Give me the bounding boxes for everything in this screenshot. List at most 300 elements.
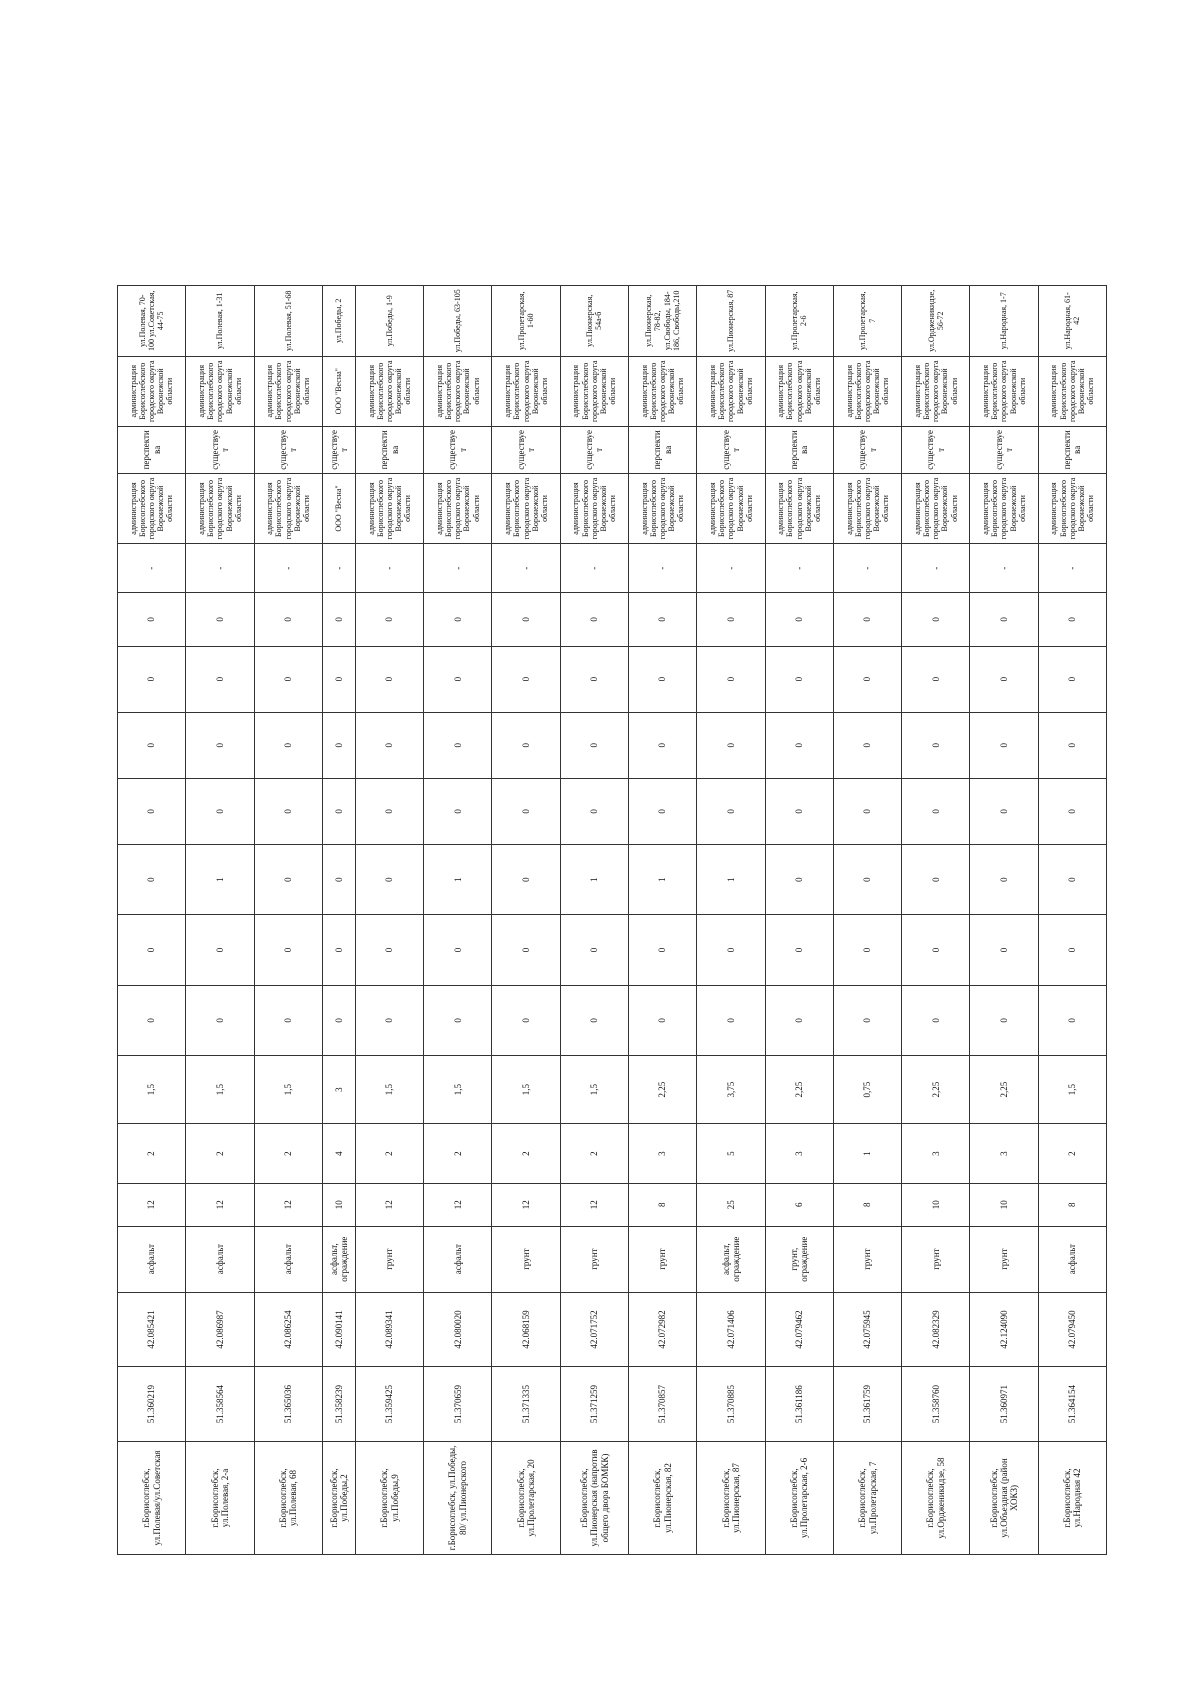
row-operator: администрация Борисоглебского городского округа Воронежской области <box>186 356 254 426</box>
row-count-5: 0 <box>424 712 492 778</box>
row-address: г.Борисоглебск, ул.Победы,9 <box>355 1441 423 1554</box>
row-count-2: 0 <box>254 915 322 985</box>
row-count-4: 0 <box>629 778 697 844</box>
row-surface: асфальт, ограждение <box>322 1226 355 1292</box>
row-operator: администрация Борисоглебского городского округа Воронежской области <box>765 356 833 426</box>
row-owner: администрация Борисоглебского городского округа Воронежской области <box>833 473 901 543</box>
row-area: 10 <box>902 1183 970 1226</box>
row-owner: администрация Борисоглебского городского округа Воронежской области <box>118 473 186 543</box>
row-container-count: 2 <box>118 1124 186 1184</box>
row-sources: ул.Полевая, 70-100 ул.Советская, 44-75 <box>118 286 186 357</box>
row-owner: администрация Борисоглебского городского округа Воронежской области <box>765 473 833 543</box>
row-operator: администрация Борисоглебского городского округа Воронежской области <box>254 356 322 426</box>
row-status: перспектива <box>118 426 186 473</box>
row-area: 12 <box>186 1183 254 1226</box>
row-sources: ул.Ордженикидзе, 56-72 <box>902 286 970 357</box>
row-owner: администрация Борисоглебского городского округа Воронежской области <box>629 473 697 543</box>
row-volume: 2,25 <box>902 1056 970 1124</box>
row-sources: ул.Народная, 61-42 <box>1038 286 1106 357</box>
row-operator: администрация Борисоглебского городского округа Воронежской области <box>1038 356 1106 426</box>
row-latitude: 51.360219 <box>118 1367 186 1442</box>
row-count-1: 0 <box>254 985 322 1055</box>
table-row <box>492 286 560 1555</box>
row-count-7: 0 <box>970 593 1038 646</box>
row-longitude: 42.080020 <box>424 1292 492 1367</box>
row-volume: 2,25 <box>629 1056 697 1124</box>
row-surface: асфальт, ограждение <box>697 1226 765 1292</box>
row-count-4: 0 <box>560 778 628 844</box>
row-operator: администрация Борисоглебского городского округа Воронежской области <box>833 356 901 426</box>
row-surface: грунт, ограждение <box>765 1226 833 1292</box>
table-row <box>254 286 322 1555</box>
row-count-3: 0 <box>492 844 560 914</box>
row-latitude: 51.371335 <box>492 1367 560 1442</box>
row-surface: грунт <box>629 1226 697 1292</box>
row-container-count: 2 <box>424 1124 492 1184</box>
row-sources: ул.Пролетарская, 1-60 <box>492 286 560 357</box>
row-area: 12 <box>118 1183 186 1226</box>
row-container-count: 2 <box>355 1124 423 1184</box>
row-longitude: 42.085421 <box>118 1292 186 1367</box>
row-status: перспектива <box>765 426 833 473</box>
row-container-count: 3 <box>970 1124 1038 1184</box>
table-row <box>355 286 423 1555</box>
table-row <box>322 286 355 1555</box>
row-volume: 2,25 <box>765 1056 833 1124</box>
row-container-count: 2 <box>492 1124 560 1184</box>
row-status: перспектива <box>355 426 423 473</box>
row-longitude: 42.075945 <box>833 1292 901 1367</box>
row-longitude: 42.090141 <box>322 1292 355 1367</box>
table-row <box>560 286 628 1555</box>
row-longitude: 42.124090 <box>970 1292 1038 1367</box>
row-operator: администрация Борисоглебского городского округа Воронежской области <box>970 356 1038 426</box>
row-dash: - <box>765 544 833 593</box>
row-count-3: 0 <box>970 844 1038 914</box>
row-count-1: 0 <box>765 985 833 1055</box>
row-address: г.Борисоглебск, ул.Победы, 80/ ул.Пионерского <box>424 1441 492 1554</box>
row-dash: - <box>833 544 901 593</box>
row-count-6: 0 <box>560 646 628 712</box>
row-count-6: 0 <box>254 646 322 712</box>
row-longitude: 42.071406 <box>697 1292 765 1367</box>
row-count-3: 0 <box>1038 844 1106 914</box>
row-count-5: 0 <box>629 712 697 778</box>
row-count-7: 0 <box>322 593 355 646</box>
row-surface: грунт <box>355 1226 423 1292</box>
row-area: 12 <box>355 1183 423 1226</box>
row-count-7: 0 <box>1038 593 1106 646</box>
row-surface: асфальт <box>186 1226 254 1292</box>
row-owner: администрация Борисоглебского городского округа Воронежской области <box>254 473 322 543</box>
row-longitude: 42.068159 <box>492 1292 560 1367</box>
row-status: существует <box>833 426 901 473</box>
table-row <box>902 286 970 1555</box>
row-status: существует <box>254 426 322 473</box>
row-count-6: 0 <box>1038 646 1106 712</box>
row-operator: администрация Борисоглебского городского округа Воронежской области <box>424 356 492 426</box>
row-dash: - <box>697 544 765 593</box>
row-surface: грунт <box>833 1226 901 1292</box>
table-row <box>629 286 697 1555</box>
row-count-7: 0 <box>765 593 833 646</box>
row-volume: 1,5 <box>560 1056 628 1124</box>
row-volume: 1,5 <box>118 1056 186 1124</box>
row-status: существует <box>560 426 628 473</box>
row-address: г.Борисоглебск, ул.Народная 42 <box>1038 1441 1106 1554</box>
row-count-1: 0 <box>1038 985 1106 1055</box>
row-status: существует <box>322 426 355 473</box>
row-latitude: 51.361759 <box>833 1367 901 1442</box>
table-row <box>697 286 765 1555</box>
row-area: 8 <box>833 1183 901 1226</box>
row-surface: грунт <box>560 1226 628 1292</box>
row-latitude: 51.371259 <box>560 1367 628 1442</box>
row-count-6: 0 <box>186 646 254 712</box>
row-address: г.Борисоглебск, ул.Пионерская, 87 <box>697 1441 765 1554</box>
table-row <box>765 286 833 1555</box>
row-count-4: 0 <box>902 778 970 844</box>
row-count-4: 0 <box>492 778 560 844</box>
row-count-5: 0 <box>186 712 254 778</box>
row-count-3: 1 <box>560 844 628 914</box>
row-status: существует <box>697 426 765 473</box>
row-latitude: 51.370885 <box>697 1367 765 1442</box>
row-volume: 2,25 <box>970 1056 1038 1124</box>
row-dash: - <box>902 544 970 593</box>
row-address: г.Борисоглебск, ул.Ордженикидзе, 58 <box>902 1441 970 1554</box>
row-dash: - <box>492 544 560 593</box>
row-count-4: 0 <box>186 778 254 844</box>
row-operator: администрация Борисоглебского городского округа Воронежской области <box>118 356 186 426</box>
row-container-count: 3 <box>902 1124 970 1184</box>
row-container-count: 2 <box>186 1124 254 1184</box>
row-count-4: 0 <box>424 778 492 844</box>
row-longitude: 42.079450 <box>1038 1292 1106 1367</box>
row-count-2: 0 <box>560 915 628 985</box>
row-count-7: 0 <box>697 593 765 646</box>
table-row <box>118 286 186 1555</box>
row-sources: ул.Народная, 1-7 <box>970 286 1038 357</box>
row-sources: ул.Пионерская, 78-82, ул.Свободы, 184-186, Свободы,210 <box>629 286 697 357</box>
row-count-6: 0 <box>322 646 355 712</box>
row-owner: администрация Борисоглебского городского округа Воронежской области <box>1038 473 1106 543</box>
row-area: 12 <box>424 1183 492 1226</box>
row-volume: 1,5 <box>355 1056 423 1124</box>
row-container-count: 2 <box>254 1124 322 1184</box>
row-address: г.Борисоглебск, ул.Полевая, 2-а <box>186 1441 254 1554</box>
row-count-2: 0 <box>629 915 697 985</box>
row-surface: грунт <box>902 1226 970 1292</box>
registry-table-body <box>118 286 1107 1555</box>
row-count-5: 0 <box>833 712 901 778</box>
row-count-1: 0 <box>629 985 697 1055</box>
row-count-1: 0 <box>560 985 628 1055</box>
row-area: 6 <box>765 1183 833 1226</box>
row-count-1: 0 <box>322 985 355 1055</box>
row-owner: администрация Борисоглебского городского округа Воронежской области <box>560 473 628 543</box>
row-count-2: 0 <box>355 915 423 985</box>
row-longitude: 42.086254 <box>254 1292 322 1367</box>
row-surface: асфальт <box>118 1226 186 1292</box>
row-operator: администрация Борисоглебского городского округа Воронежской области <box>492 356 560 426</box>
row-dash: - <box>970 544 1038 593</box>
row-dash: - <box>118 544 186 593</box>
row-count-3: 0 <box>355 844 423 914</box>
row-count-2: 0 <box>970 915 1038 985</box>
registry-table <box>117 285 1107 1555</box>
row-area: 25 <box>697 1183 765 1226</box>
row-count-7: 0 <box>560 593 628 646</box>
row-container-count: 3 <box>765 1124 833 1184</box>
row-longitude: 42.072982 <box>629 1292 697 1367</box>
row-count-3: 0 <box>322 844 355 914</box>
row-count-7: 0 <box>833 593 901 646</box>
row-count-5: 0 <box>765 712 833 778</box>
row-count-7: 0 <box>902 593 970 646</box>
row-latitude: 51.360971 <box>970 1367 1038 1442</box>
row-area: 12 <box>492 1183 560 1226</box>
row-count-6: 0 <box>629 646 697 712</box>
row-address: г.Борисоглебск, ул.Победы,2 <box>322 1441 355 1554</box>
row-count-4: 0 <box>254 778 322 844</box>
row-address: г.Борисоглебск, ул.Пионерская (напротив общего двора БОМКК) <box>560 1441 628 1554</box>
row-volume: 0,75 <box>833 1056 901 1124</box>
row-count-5: 0 <box>492 712 560 778</box>
row-volume: 1,5 <box>424 1056 492 1124</box>
row-address: г.Борисоглебск, ул.Пролетарская, 20 <box>492 1441 560 1554</box>
row-count-1: 0 <box>355 985 423 1055</box>
row-surface: асфальт <box>1038 1226 1106 1292</box>
row-latitude: 51.358564 <box>186 1367 254 1442</box>
row-address: г.Борисоглебск, ул.Объездная (район ХОКЗ) <box>970 1441 1038 1554</box>
row-count-5: 0 <box>970 712 1038 778</box>
row-count-3: 1 <box>186 844 254 914</box>
row-count-7: 0 <box>254 593 322 646</box>
row-count-5: 0 <box>697 712 765 778</box>
registry-table-frame <box>117 285 1107 1555</box>
row-owner: ООО "Весна" <box>322 473 355 543</box>
row-count-2: 0 <box>322 915 355 985</box>
row-surface: асфальт <box>424 1226 492 1292</box>
row-count-2: 0 <box>118 915 186 985</box>
row-count-2: 0 <box>424 915 492 985</box>
row-longitude: 42.079462 <box>765 1292 833 1367</box>
row-area: 12 <box>254 1183 322 1226</box>
row-address: г.Борисоглебск, ул.Пролетарская, 7 <box>833 1441 901 1554</box>
row-dash: - <box>424 544 492 593</box>
row-sources: ул.Пионерская, 87 <box>697 286 765 357</box>
row-count-3: 1 <box>424 844 492 914</box>
row-longitude: 42.089341 <box>355 1292 423 1367</box>
row-count-5: 0 <box>118 712 186 778</box>
row-count-2: 0 <box>1038 915 1106 985</box>
row-count-6: 0 <box>697 646 765 712</box>
row-count-7: 0 <box>629 593 697 646</box>
row-owner: администрация Борисоглебского городского округа Воронежской области <box>186 473 254 543</box>
row-area: 8 <box>1038 1183 1106 1226</box>
row-status: существует <box>424 426 492 473</box>
row-operator: администрация Борисоглебского городского округа Воронежской области <box>560 356 628 426</box>
row-sources: ул.Пионерская, 54а-б <box>560 286 628 357</box>
row-address: г.Борисоглебск, ул.Пионерская, 82 <box>629 1441 697 1554</box>
row-count-6: 0 <box>765 646 833 712</box>
row-sources: ул.Победы, 1-9 <box>355 286 423 357</box>
row-count-2: 0 <box>765 915 833 985</box>
row-count-4: 0 <box>355 778 423 844</box>
row-owner: администрация Борисоглебского городского округа Воронежской области <box>970 473 1038 543</box>
row-container-count: 3 <box>629 1124 697 1184</box>
row-operator: администрация Борисоглебского городского округа Воронежской области <box>902 356 970 426</box>
row-latitude: 51.358760 <box>902 1367 970 1442</box>
row-count-7: 0 <box>424 593 492 646</box>
row-count-6: 0 <box>355 646 423 712</box>
row-count-3: 1 <box>629 844 697 914</box>
row-address: г.Борисоглебск, ул.Полевая, 68 <box>254 1441 322 1554</box>
row-count-1: 0 <box>902 985 970 1055</box>
row-longitude: 42.071752 <box>560 1292 628 1367</box>
row-dash: - <box>355 544 423 593</box>
table-row <box>424 286 492 1555</box>
row-count-5: 0 <box>560 712 628 778</box>
row-dash: - <box>629 544 697 593</box>
row-count-3: 0 <box>833 844 901 914</box>
row-count-5: 0 <box>322 712 355 778</box>
row-count-7: 0 <box>118 593 186 646</box>
row-count-1: 0 <box>492 985 560 1055</box>
row-count-6: 0 <box>833 646 901 712</box>
row-count-2: 0 <box>697 915 765 985</box>
row-count-3: 0 <box>254 844 322 914</box>
row-dash: - <box>254 544 322 593</box>
row-sources: ул.Пролетарская, 7 <box>833 286 901 357</box>
row-status: перспектива <box>629 426 697 473</box>
row-operator: администрация Борисоглебского городского округа Воронежской области <box>355 356 423 426</box>
row-area: 10 <box>970 1183 1038 1226</box>
row-sources: ул.Полевая, 1-31 <box>186 286 254 357</box>
table-row <box>186 286 254 1555</box>
row-volume: 3,75 <box>697 1056 765 1124</box>
row-status: перспектива <box>1038 426 1106 473</box>
row-count-3: 0 <box>765 844 833 914</box>
row-container-count: 1 <box>833 1124 901 1184</box>
row-sources: ул.Пролетарская, 2-6 <box>765 286 833 357</box>
row-count-1: 0 <box>970 985 1038 1055</box>
row-volume: 3 <box>322 1056 355 1124</box>
row-count-1: 0 <box>186 985 254 1055</box>
row-latitude: 51.370659 <box>424 1367 492 1442</box>
row-count-3: 1 <box>697 844 765 914</box>
row-volume: 1,5 <box>186 1056 254 1124</box>
row-status: существует <box>970 426 1038 473</box>
row-longitude: 42.086987 <box>186 1292 254 1367</box>
row-operator: ООО "Весна" <box>322 356 355 426</box>
row-count-6: 0 <box>492 646 560 712</box>
table-row <box>833 286 901 1555</box>
row-count-2: 0 <box>186 915 254 985</box>
row-owner: администрация Борисоглебского городского округа Воронежской области <box>355 473 423 543</box>
row-status: существует <box>492 426 560 473</box>
row-count-4: 0 <box>765 778 833 844</box>
row-latitude: 51.365036 <box>254 1367 322 1442</box>
row-count-6: 0 <box>970 646 1038 712</box>
row-latitude: 51.370857 <box>629 1367 697 1442</box>
row-count-2: 0 <box>902 915 970 985</box>
row-operator: администрация Борисоглебского городского округа Воронежской области <box>697 356 765 426</box>
table-row <box>1038 286 1106 1555</box>
row-dash: - <box>186 544 254 593</box>
row-count-7: 0 <box>492 593 560 646</box>
row-count-5: 0 <box>902 712 970 778</box>
row-address: г.Борисоглебск, ул.Пролетарская, 2-6 <box>765 1441 833 1554</box>
row-area: 10 <box>322 1183 355 1226</box>
row-count-6: 0 <box>118 646 186 712</box>
row-container-count: 4 <box>322 1124 355 1184</box>
row-address: г.Борисоглебск, ул.Полевая/ул.Советская <box>118 1441 186 1554</box>
row-container-count: 2 <box>560 1124 628 1184</box>
row-dash: - <box>560 544 628 593</box>
row-container-count: 5 <box>697 1124 765 1184</box>
row-area: 8 <box>629 1183 697 1226</box>
row-dash: - <box>322 544 355 593</box>
row-count-3: 0 <box>118 844 186 914</box>
row-owner: администрация Борисоглебского городского округа Воронежской области <box>902 473 970 543</box>
row-dash: - <box>1038 544 1106 593</box>
row-count-2: 0 <box>833 915 901 985</box>
row-count-2: 0 <box>492 915 560 985</box>
row-count-4: 0 <box>118 778 186 844</box>
row-volume: 1,5 <box>254 1056 322 1124</box>
row-count-5: 0 <box>355 712 423 778</box>
row-sources: ул.Полевая, 51-68 <box>254 286 322 357</box>
row-sources: ул.Победы, 63-105 <box>424 286 492 357</box>
row-container-count: 2 <box>1038 1124 1106 1184</box>
row-count-4: 0 <box>833 778 901 844</box>
row-surface: грунт <box>970 1226 1038 1292</box>
row-count-1: 0 <box>833 985 901 1055</box>
row-count-3: 0 <box>902 844 970 914</box>
row-volume: 1,5 <box>1038 1056 1106 1124</box>
row-latitude: 51.358239 <box>322 1367 355 1442</box>
row-count-6: 0 <box>424 646 492 712</box>
row-area: 12 <box>560 1183 628 1226</box>
row-owner: администрация Борисоглебского городского округа Воронежской области <box>424 473 492 543</box>
row-count-5: 0 <box>1038 712 1106 778</box>
row-volume: 1,5 <box>492 1056 560 1124</box>
row-owner: администрация Борисоглебского городского округа Воронежской области <box>697 473 765 543</box>
row-latitude: 51.361186 <box>765 1367 833 1442</box>
row-count-5: 0 <box>254 712 322 778</box>
row-sources: ул.Победы, 2 <box>322 286 355 357</box>
row-status: существует <box>902 426 970 473</box>
row-count-7: 0 <box>355 593 423 646</box>
row-latitude: 51.364154 <box>1038 1367 1106 1442</box>
row-longitude: 42.082329 <box>902 1292 970 1367</box>
row-count-1: 0 <box>697 985 765 1055</box>
row-surface: асфальт <box>254 1226 322 1292</box>
table-row <box>970 286 1038 1555</box>
row-count-1: 0 <box>424 985 492 1055</box>
row-count-4: 0 <box>1038 778 1106 844</box>
row-count-4: 0 <box>322 778 355 844</box>
row-count-6: 0 <box>902 646 970 712</box>
row-status: существует <box>186 426 254 473</box>
row-count-4: 0 <box>970 778 1038 844</box>
row-count-1: 0 <box>118 985 186 1055</box>
row-owner: администрация Борисоглебского городского округа Воронежской области <box>492 473 560 543</box>
row-operator: администрация Борисоглебского городского округа Воронежской области <box>629 356 697 426</box>
row-count-4: 0 <box>697 778 765 844</box>
